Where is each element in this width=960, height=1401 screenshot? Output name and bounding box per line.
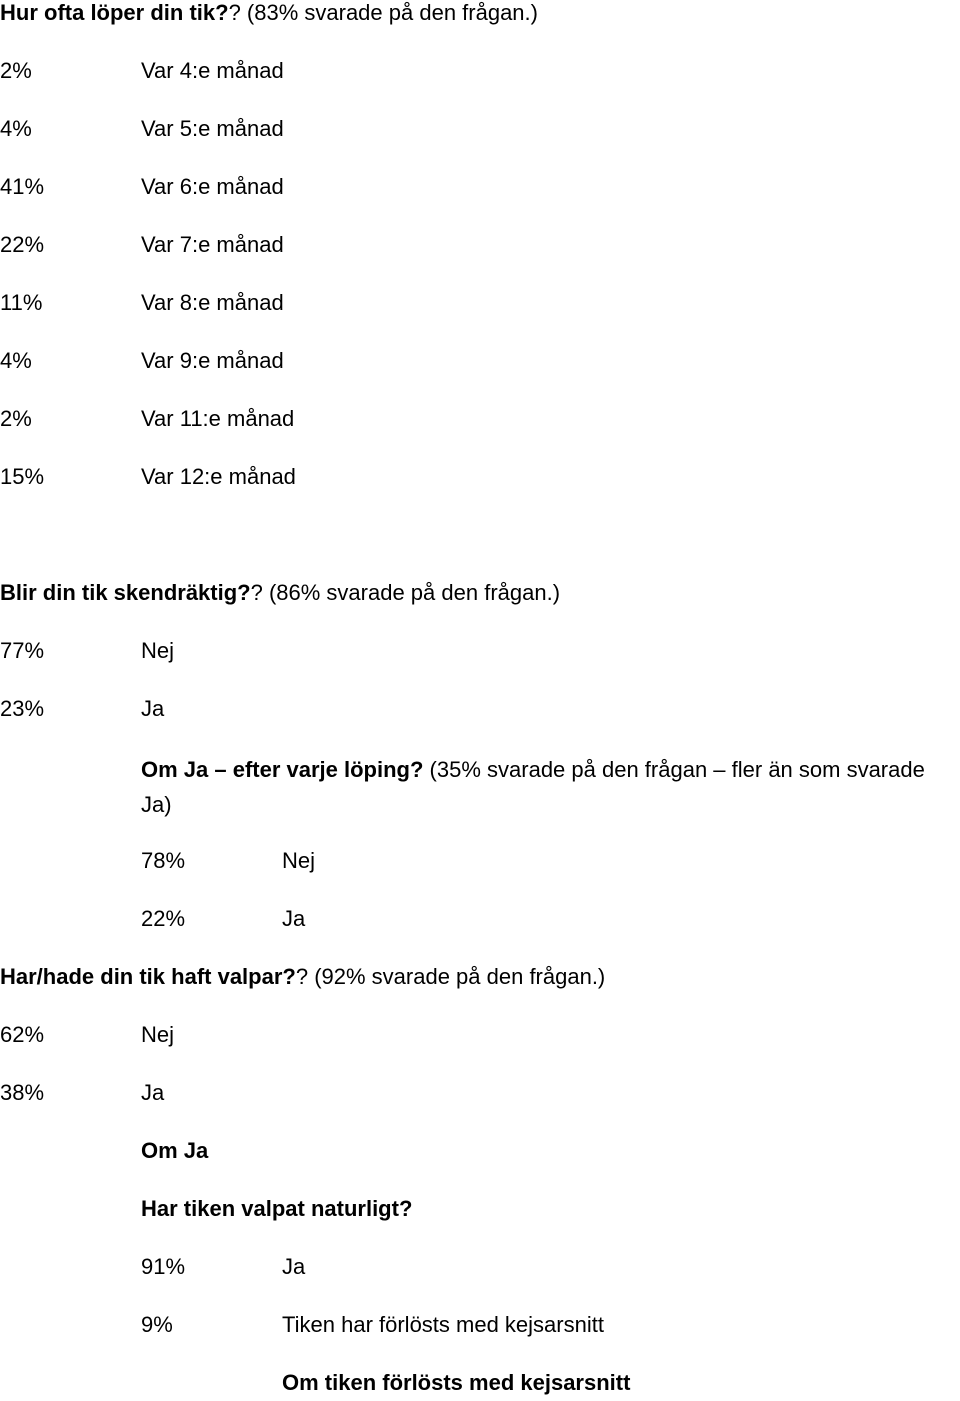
q1-row-pct: 2% xyxy=(0,58,32,83)
q3-row-pct: 38% xyxy=(0,1080,45,1105)
q1-heading xyxy=(0,0,538,26)
q3-sub-row-label: Tiken har förlösts med kejsarsnitt xyxy=(282,1312,604,1337)
q2-sub-note: (35% svarade på den frågan – fler än som svarade Ja) xyxy=(141,757,925,817)
q2-sub-row-pct: 78% xyxy=(141,848,186,873)
q1-row-label: Var 11:e månad xyxy=(141,406,295,431)
q3-row-label: Ja xyxy=(141,1080,165,1105)
q3-row-label: Nej xyxy=(141,1022,175,1047)
q1-row-pct: 11% xyxy=(0,290,43,315)
q3-note: ? (92% svarade på den frågan.) xyxy=(295,964,606,989)
q2-title: Blir din tik skendräktig? xyxy=(0,580,251,605)
q1-title: Hur ofta löper din tik? xyxy=(0,0,229,25)
q1-row-label: Var 7:e månad xyxy=(141,232,284,257)
q3-sub-row-pct: 9% xyxy=(141,1312,173,1337)
q1-row-pct: 4% xyxy=(0,116,32,141)
q1-row-label: Var 12:e månad xyxy=(141,464,296,489)
q1-row-pct: 2% xyxy=(0,406,32,431)
q3-sub-row-label: Ja xyxy=(282,1254,306,1279)
q2-row-label: Ja xyxy=(141,696,165,721)
q2-sub-heading xyxy=(141,752,956,822)
q1-row-label: Var 6:e månad xyxy=(141,174,284,199)
q2-sub-row-label: Ja xyxy=(282,906,306,931)
q1-row-label: Var 4:e månad xyxy=(141,58,284,83)
q3-sub-title: Har tiken valpat naturligt? xyxy=(141,1196,413,1221)
q2-heading xyxy=(0,580,560,606)
q3-sub-row-pct: 91% xyxy=(141,1254,186,1279)
q3-heading xyxy=(0,964,605,990)
q2-sub-row-pct: 22% xyxy=(141,906,186,931)
q1-row-label: Var 5:e månad xyxy=(141,116,284,141)
q2-sub-row-label: Nej xyxy=(282,848,316,873)
q1-row-label: Var 9:e månad xyxy=(141,348,284,373)
q1-row-pct: 15% xyxy=(0,464,45,489)
q2-sub-title: Om Ja – efter varje löping? xyxy=(141,757,424,782)
q1-row-pct: 22% xyxy=(0,232,45,257)
q3-sub-heading: Om Ja xyxy=(141,1138,209,1163)
q1-row-pct: 4% xyxy=(0,348,32,373)
q2-row-pct: 23% xyxy=(0,696,45,721)
q2-row-pct: 77% xyxy=(0,638,45,663)
q3-title: Har/hade din tik haft valpar? xyxy=(0,964,296,989)
q2-note: ? (86% svarade på den frågan.) xyxy=(250,580,561,605)
q1-note: ? (83% svarade på den frågan.) xyxy=(228,0,538,25)
q3-row-pct: 62% xyxy=(0,1022,45,1047)
q1-row-pct: 41% xyxy=(0,174,45,199)
q2-row-label: Nej xyxy=(141,638,175,663)
q3-sub-sub-heading: Om tiken förlösts med kejsarsnitt xyxy=(282,1370,631,1395)
q1-row-label: Var 8:e månad xyxy=(141,290,284,315)
